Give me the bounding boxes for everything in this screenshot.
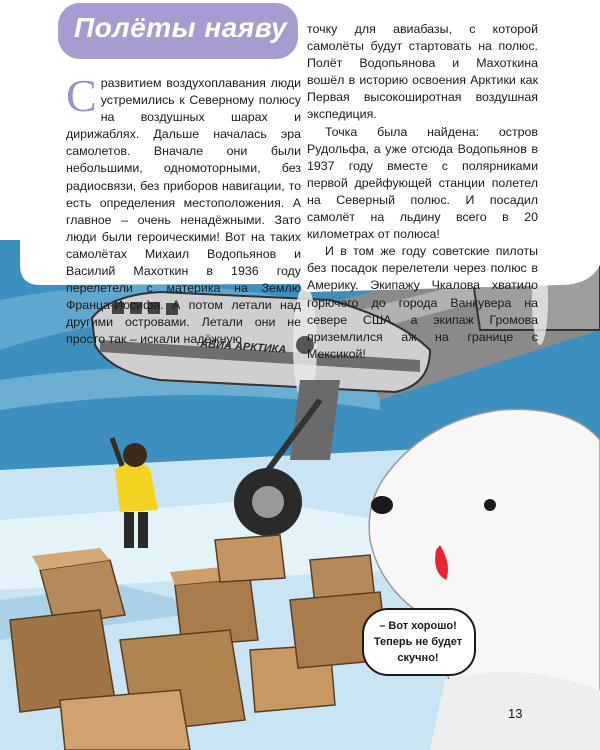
right-text-column <box>307 21 538 363</box>
paragraph-text: развитием воздухоплавания люди устремились к Северному полюсу на воздушных шарах и дирижаблях. Дальше началась эра самолетов. Вначале они были небольшими, одномоторными, без радиосвязи, без приборов навигации, то есть определения местоположения. А главное – очень ненадёжными. Зато люди были героическими! Вот на таких самолётах Михаил Водопьянов и Василий Махоткин в 1936 году перелетели с материка на Землю Франца-Иосифа. А потом летали над другими островами. Летали они не просто так – искали надёжную <box>66 76 301 347</box>
left-text-column <box>66 70 301 349</box>
bear-nose <box>371 496 393 514</box>
plane-label <box>200 325 320 365</box>
paragraph: И в том же году советские пилоты без посадок перелетели через полюс в Америку. Экипажу Чкалова хватило горючего до города Ванкувера на севере США, а экипаж Громова приземлился аж на границе с Мексикой! <box>307 244 538 361</box>
page-title: Полёты наяву <box>74 12 288 43</box>
paragraph: точку для авиабазы, с которой самолёты будут стартовать на полюс. Полёт Водопьянова и Махоткина вошёл в историю освоения Арктики как Первая высокоширотная воздушная экспедиция. <box>307 22 538 122</box>
paragraph: Точка была найдена: остров Рудольфа, а уже отсюда Водопьянов в 1937 году вместе с полярниками первой дрейфующей станции полетел на Северный полюс. И посадил самолёт на льдину всего в 20 километрах от полюса! <box>307 124 538 242</box>
paragraph <box>66 70 301 349</box>
pilot-head <box>123 443 147 467</box>
page-number: 13 <box>508 706 523 721</box>
plane-label-text: АВИА АРКТИКА <box>200 338 287 357</box>
drop-cap: С <box>66 70 97 121</box>
speech-bubble-text: – Вот хорошо! Теперь не будет скучно! <box>373 620 463 664</box>
bear-eye <box>484 499 496 511</box>
